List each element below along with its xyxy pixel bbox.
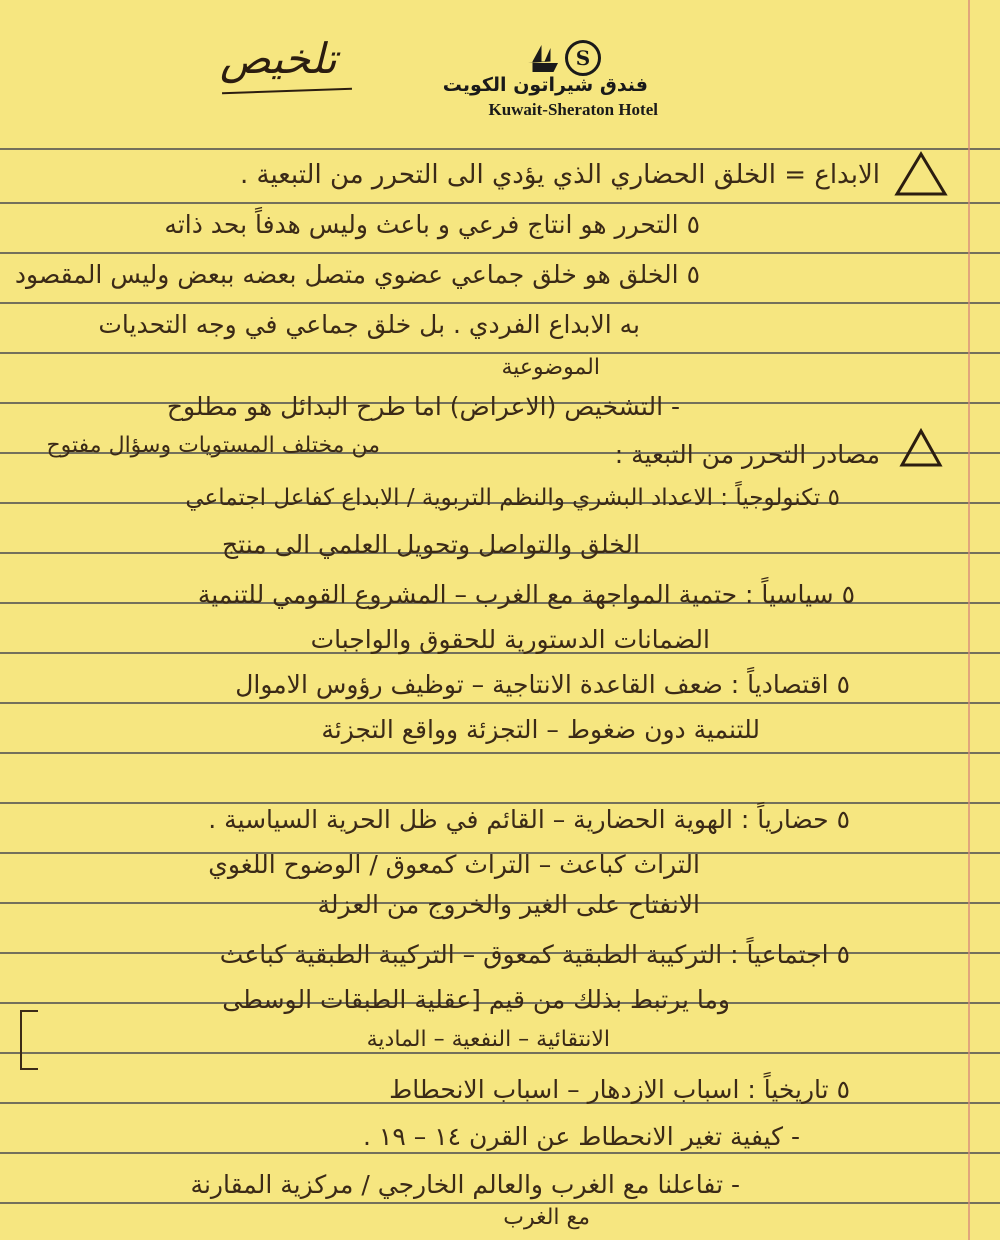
note-line: وما يرتبط بذلك من قيم [عقلية الطبقات الوسطى (222, 985, 730, 1014)
note-line: - تفاعلنا مع الغرب والعالم الخارجي / مركزية المقارنة (190, 1170, 740, 1199)
note-line: للتنمية دون ضغوط – التجزئة وواقع التجزئة (321, 715, 760, 744)
note-line: من مختلف المستويات وسؤال مفتوح (46, 433, 380, 458)
ruled-line (0, 1202, 1000, 1204)
note-line: به الابداع الفردي . بل خلق جماعي في وجه التحديات (98, 310, 640, 339)
title-underline (222, 88, 352, 95)
ruled-line (0, 702, 1000, 704)
ship-logo-icon (528, 42, 558, 72)
ruled-line (0, 352, 1000, 354)
sheraton-logo-icon: S (565, 40, 601, 76)
note-line: الابداع = الخلق الحضاري الذي يؤدي الى التحرر من التبعية . (239, 160, 880, 190)
note-line: - كيفية تغير الانحطاط عن القرن ١٤ – ١٩ . (363, 1122, 800, 1151)
note-line: الانفتاح على الغير والخروج من العزلة (317, 890, 700, 919)
margin-line (968, 0, 970, 1240)
hotel-name-english: Kuwait-Sheraton Hotel (488, 100, 658, 119)
ruled-line (0, 1152, 1000, 1154)
note-line: مصادر التحرر من التبعية : (614, 440, 880, 469)
ruled-line (0, 802, 1000, 804)
note-line: الضمانات الدستورية للحقوق والواجبات (310, 625, 710, 654)
ruled-line (0, 752, 1000, 754)
triangle-bullet-icon (898, 427, 944, 469)
bracket-mark (20, 1010, 38, 1070)
note-line: - التشخيص (الاعراض) اما طرح البدائل هو مطلوح (166, 392, 680, 421)
ruled-line (0, 202, 1000, 204)
note-line: ٥ حضارياً : الهوية الحضارية – القائم في ظل الحرية السياسية . (208, 805, 850, 834)
note-line: ٥ اجتماعياً : التركيبة الطبقية كمعوق – التركيبة الطبقية كباعث (219, 940, 850, 969)
ruled-line (0, 1052, 1000, 1054)
note-line: الانتقائية – النفعية – المادية (366, 1027, 610, 1052)
page-title: تلخيص (220, 34, 337, 83)
note-line: ٥ سياسياً : حتمية المواجهة مع الغرب – المشروع القومي للتنمية (197, 580, 855, 609)
note-line: مع الغرب (503, 1205, 590, 1230)
note-line: الخلق والتواصل وتحويل العلمي الى منتج (222, 530, 640, 559)
triangle-bullet-icon (893, 150, 949, 198)
hotel-letterhead (410, 40, 658, 130)
note-line: ٥ اقتصادياً : ضعف القاعدة الانتاجية – توظيف رؤوس الاموال (235, 670, 850, 699)
ruled-line (0, 148, 1000, 150)
note-line: ٥ التحرر هو انتاج فرعي و باعث وليس هدفاً بحد ذاته (164, 210, 700, 239)
page-header (200, 28, 660, 128)
ruled-line (0, 252, 1000, 254)
ruled-line (0, 302, 1000, 304)
note-line: الموضوعية (501, 355, 600, 380)
note-line: ٥ تاريخياً : اسباب الازدهار – اسباب الانحطاط (389, 1075, 850, 1104)
hotel-name-arabic: فندق شيراتون الكويت (442, 74, 648, 96)
note-line: ٥ تكنولوجياً : الاعداد البشري والنظم التربوية / الابداع كفاعل اجتماعي (185, 485, 840, 511)
note-line: ٥ الخلق هو خلق جماعي عضوي متصل بعضه ببعض وليس المقصود (14, 260, 700, 289)
note-line: التراث كباعث – التراث كمعوق / الوضوح اللغوي (208, 850, 700, 879)
